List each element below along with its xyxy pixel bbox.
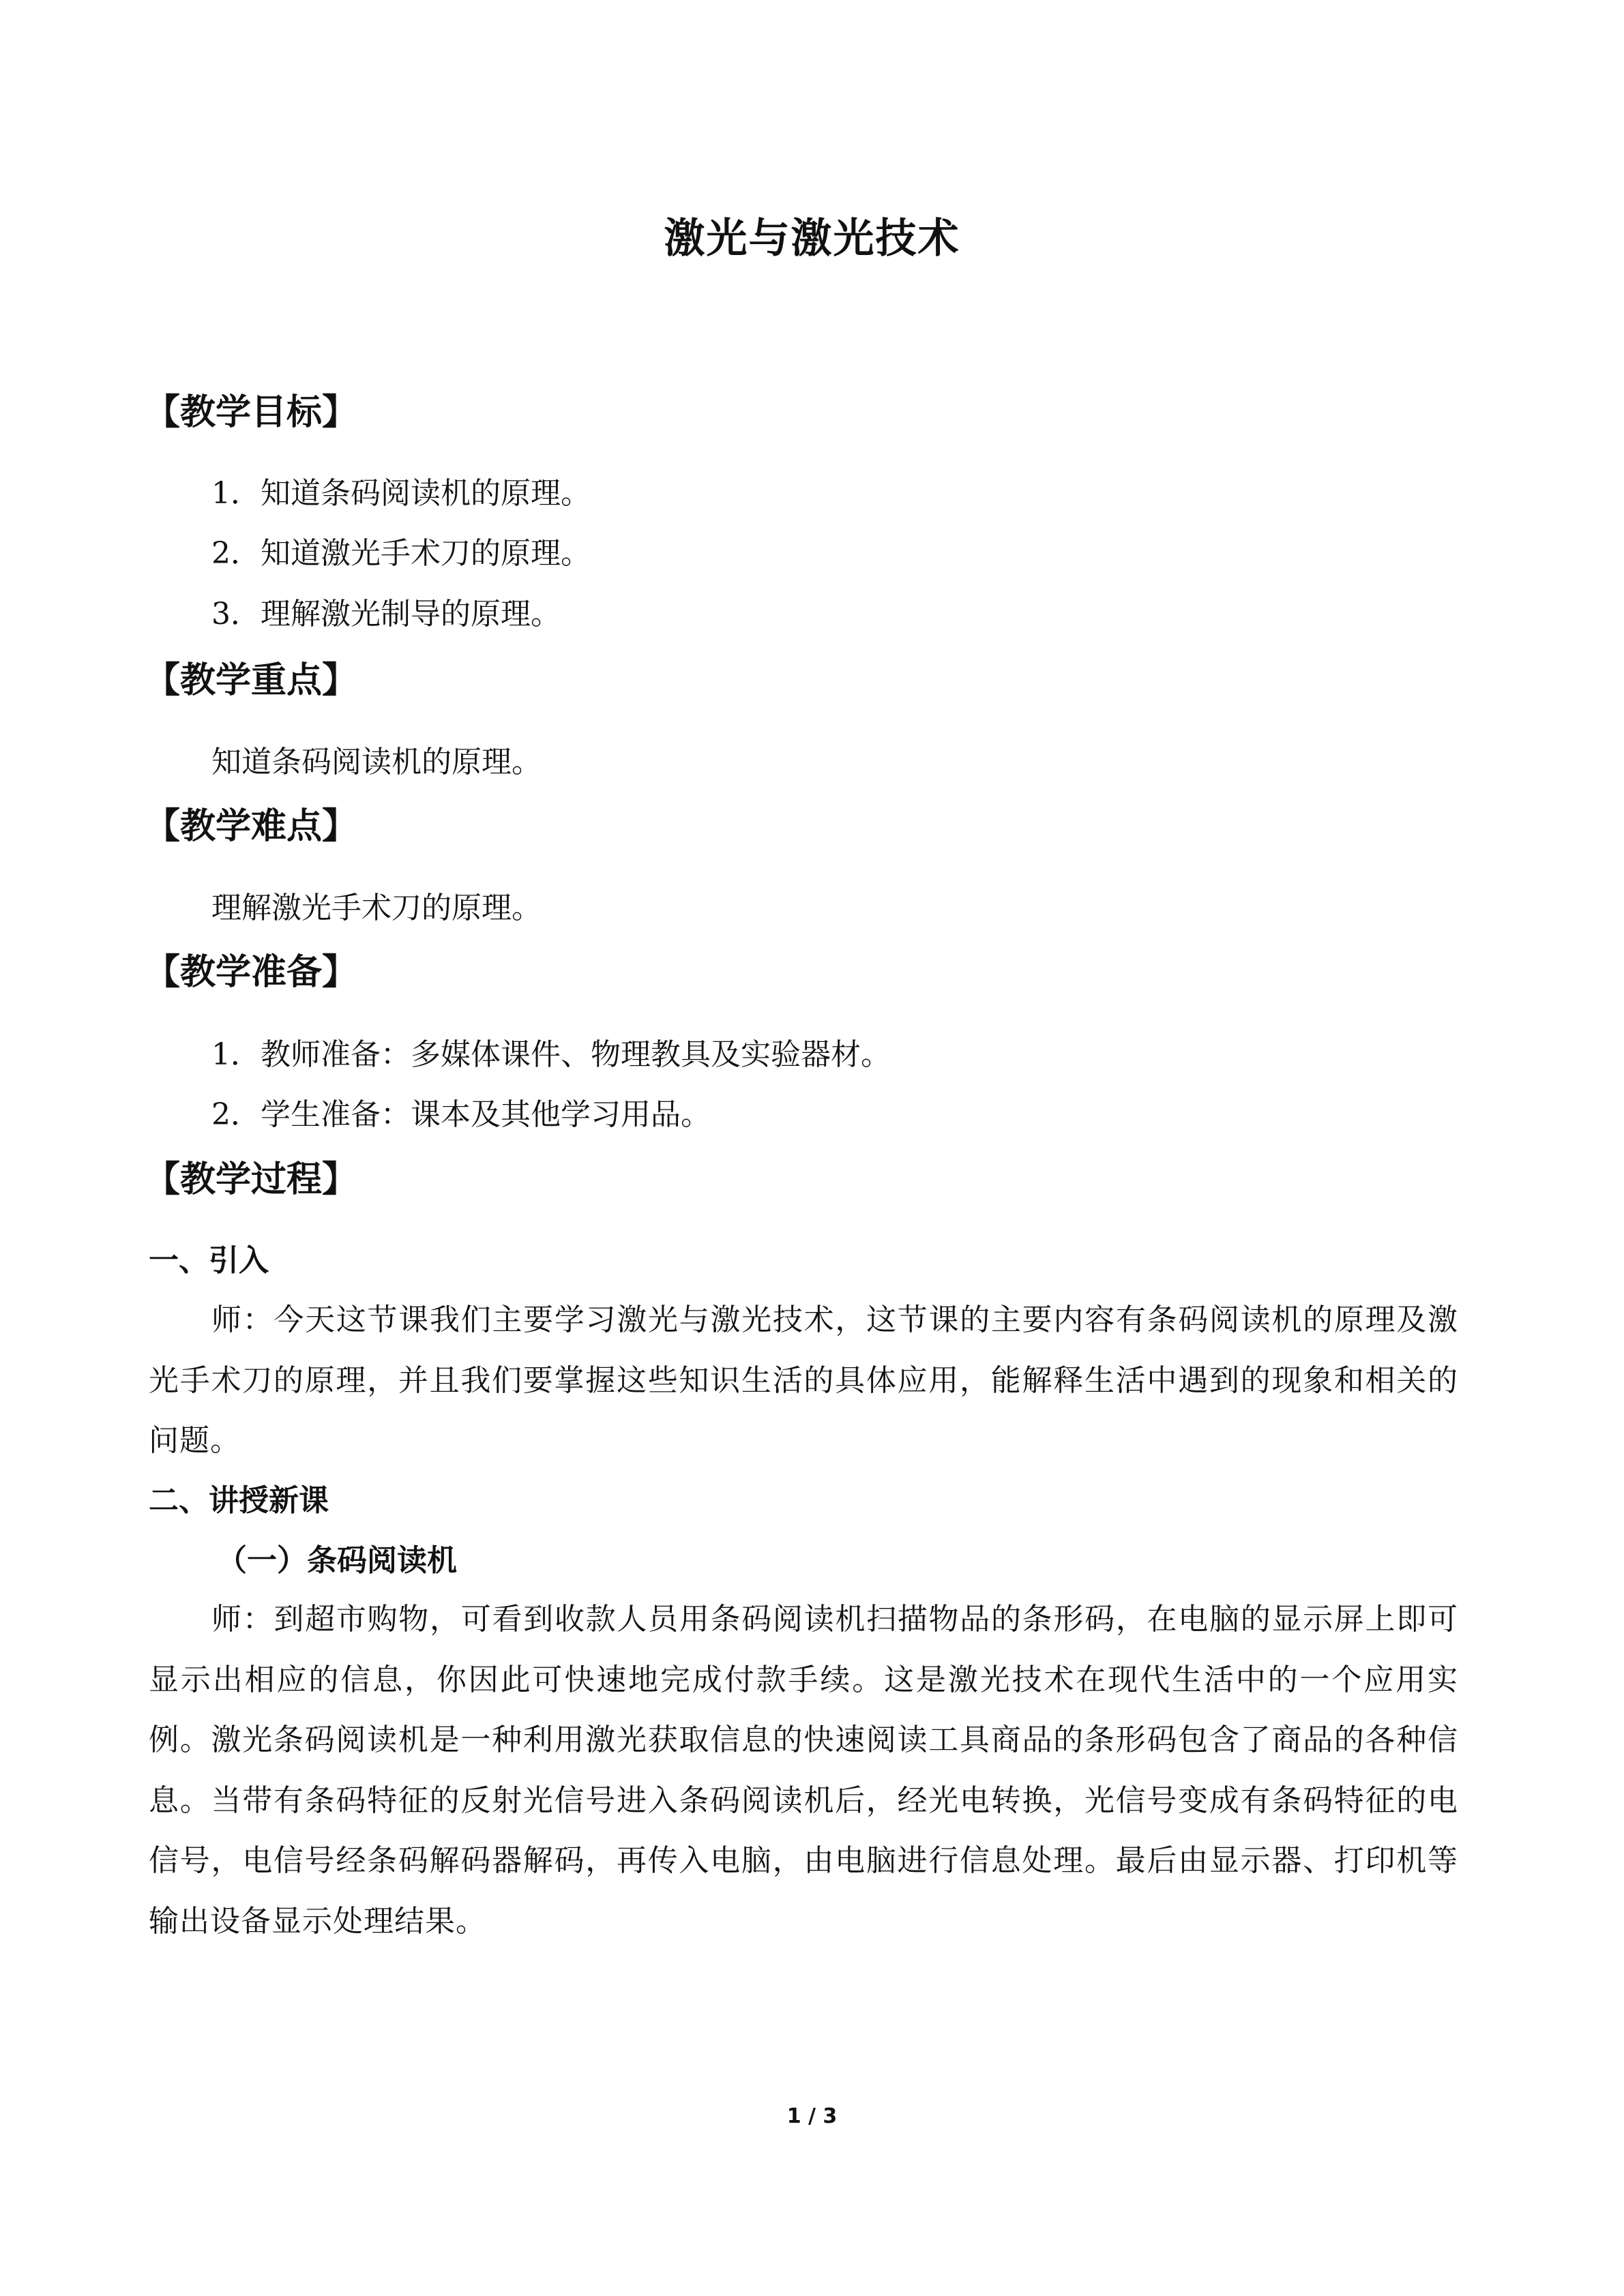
subsection-barcode-reader-title: （一）条码阅读机 xyxy=(217,1543,457,1578)
difficulties-text: 理解激光手术刀的原理。 xyxy=(211,891,542,925)
prep-item-1: 1．教师准备：多媒体课件、物理教具及实验器材。 xyxy=(211,1037,891,1072)
page-number: 1 / 3 xyxy=(786,2104,838,2128)
heading-teaching-process: 【教学过程】 xyxy=(145,1159,358,1200)
goal-item-3: 3．理解激光制导的原理。 xyxy=(211,597,561,631)
key-points-text: 知道条码阅读机的原理。 xyxy=(211,745,542,779)
section-introduction-title: 一、引入 xyxy=(149,1243,269,1278)
goal-item-1: 1．知道条码阅读机的原理。 xyxy=(211,476,591,511)
section-introduction-paragraph: 师：今天这节课我们主要学习激光与激光技术，这节课的主要内容有条码阅读机的原理及激光手术刀的原理，并且我们要掌握这些知识生活的具体应用，能解释生活中遇到的现象和相关的问题。 xyxy=(149,1302,1458,1458)
heading-teaching-difficulties: 【教学难点】 xyxy=(145,806,358,847)
goal-item-2: 2．知道激光手术刀的原理。 xyxy=(211,536,591,571)
prep-item-2: 2．学生准备：课本及其他学习用品。 xyxy=(211,1097,711,1132)
heading-teaching-key-points: 【教学重点】 xyxy=(145,660,358,701)
section-new-lesson-title: 二、讲授新课 xyxy=(149,1483,329,1518)
subsection-barcode-reader-paragraph: 师：到超市购物，可看到收款人员用条码阅读机扫描物品的条形码，在电脑的显示屏上即可显示出相应的信息，你因此可快速地完成付款手续。这是激光技术在现代生活中的一个应用实例。激光条码阅读机是一种利用激光获取信息的快速阅读工具商品的条形码包含了商品的各种信息。当带有条码特征的反射光信号进入条码阅读机后，经光电转换，光信号变成有条码特征的电信号，电信号经条码解码器解码，再传入电脑，由电脑进行信息处理。最后由显示器、打印机等输出设备显示处理结果。 xyxy=(149,1602,1458,1939)
heading-teaching-preparation: 【教学准备】 xyxy=(145,952,358,993)
heading-teaching-goals: 【教学目标】 xyxy=(145,392,358,433)
document-title: 激光与激光技术 xyxy=(664,215,960,263)
